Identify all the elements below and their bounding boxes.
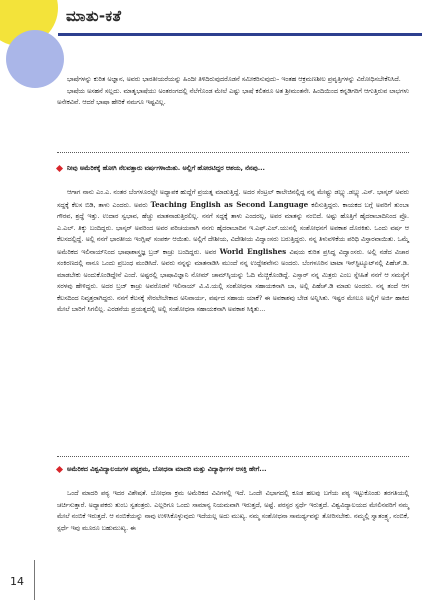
question-1-label: ನೀವು ಅಮೆರಿಕಕ್ಕೆ ಹೋಗಿ ನೆಲವತ್ತಾರು ವರ್ಷಗಳಾಯಿತು. ಅಲ್ಲಿಗೆ ಹೋರಟಿದ್ದರ ಆಶಯ, ನೆನಪು...	[67, 164, 265, 172]
section-divider	[57, 152, 409, 153]
header-rule	[58, 33, 422, 36]
question-2-label: ಅಮೆರಿಕದ ವಿಶ್ವವಿದ್ಯಾಲಯಗಳ ಪಠ್ಯಕ್ರಮ, ಬೋಧನಾ ಮಾದರಿ ಮತ್ತು ವಿದ್ಯಾರ್ಥಿಗಳ ಆಸಕ್ತಿ ಹೇಗೆ...	[67, 465, 267, 473]
intro-block	[57, 74, 409, 109]
intro-paragraph-1: ಭಾಷೆಗಳನ್ನು ಕುರಿತ ಅಜ್ಞಾನ, ಅವರು ಭಾರತೀಯರೆಯನ್ನು ಹಿಂದೀ ತಿಳಿದಿರುವುದರೊಡನೆ ಸಮೀಕರಿಸುವುದು– ಇಂತಹ ಆಕ್ರಮಣಶೀಲ ಪ್ರವೃತ್ತಿಗಳನ್ನು ವಿರೋಧಿಸಬೇಕೆನಿಸಿದೆ.	[67, 75, 401, 83]
answer-1-part-c: ವಿಷಯ ಕುರಿತ ಪ್ರಸಿದ್ಧ ವಿದ್ವಾಂಸರು. ಅಲ್ಲಿ ನಡೆದ ವಿಚಾರ ಸಂಕಿರಣದಲ್ಲಿ ನಾನೂ ಒಂದು ಪ್ರಬಂಧ ಮಂಡಿಸಿದೆ. ಅವರು ನನ್ನನ್ನು ಮಾತನಾಡಿಸಿ ಮುಂದೆ ನನ್ನ ಉದ್ದೇಶವೇನು ಅಂದರು. ಬೆಂಗಳೂರಿನ ಟಾಟಾ ಇನ್‌ಸ್ಟಿಟ್ಯೂಟ್‌ನಲ್ಲಿ ಪಿಹೆಚ್.ಡಿ. ಮಾಡಬೇಕು ಅಂದುಕೊಂಡಿದ್ದೇನೆ ಎಂದೆ. ಅಷ್ಟರಲ್ಲಿ ಭಾಷಾವಿಜ್ಞಾನಿ ನೋಮ್ ಚಾಮ್‌ಸ್ಕಿಯನ್ನು ಓದಿ ಮೆಚ್ಚಿಕೊಂಡಿದ್ದೆ. ಎಸ್ಸಾರ್ ನನ್ನ ಮಿತ್ರರು ಎಂಬ ಸ್ನೇಹಿತೆ ನನಗೆ ಆ ಸಮಸ್ಯೆಗೆ ಸರಳವು ಹೇಳಿದ್ದರು. ಅದರ ಬ್ರಜ್ ಕಾಚ್ರು ಅವರೊಡನೆ ಇಲಿನಾಯ್ ವಿ.ವಿ.ಯಲ್ಲಿ ಸಂಶೋಧನಾ ಸಹಾಯಕನಾಗಿ ಬಾ, ಅಲ್ಲಿ ಪಿಹೆಚ್.ಡಿ ಮಾಡು ಅಂದರು. ನನ್ನ ತಂದೆ ಆಗ ಕೆಲಸದಿಂದ ನಿವೃತ್ತರಾಗಿದ್ದರು. ನನಗೆ ಕೆಲಸಕ್ಕೆ ಸೇರಲೇಬೇಕಾದ ಅನಿವಾರ್ಯ, ವರ್ಷದ ಸಹಾಯ ಯಾಕೆ? ಈ ಅವಕಾಶವು ಬೇಡ ಅನ್ನಿಸಿತು. ಇಷ್ಟರ ಮೇಲೂ ಅಲ್ಲಿಗೆ ಅರ್ಜಿ ಹಾಕಿದ ಮೇಲೆ ಬಾರಿಗೆ ಸಿಗಲಿಲ್ಲ. ಎರಡನೆಯ ಪ್ರಯತ್ನದಲ್ಲಿ ಅಲ್ಲಿ ಸಂಶೋಧನಾ ಸಹಾಯಕನಾಗಿ ಅವಕಾಶ ಸಿಕ್ಕಿತು...	[57, 247, 409, 314]
answer-2	[57, 488, 409, 534]
page-number: 14	[10, 575, 24, 588]
footer-rule	[34, 560, 35, 600]
question-2	[57, 464, 409, 476]
answer-2-paragraph: ಒಂದೆ ಮಾದರಿ ಪಠ್ಯ ಇದರ ವಿಶೇಷತೆ. ಬೋಧನಾ ಕ್ರಮ ಅಮೆರಿಕದ ವಿವಿಗಳಲ್ಲಿ ಇದೆ. ಒಂದೇ ವಿಭಾಗದಲ್ಲಿ ಕೂಡ ಹಲವು ಬಗೆಯ ಪಠ್ಯ ಇಟ್ಟುಕೊಂಡು ತರಗತಿಯಲ್ಲಿ ಚರ್ಚಿಸುತ್ತಾರೆ. ಅಧ್ಯಾಪಕರು ತುಂಬ ಸ್ವತಂತ್ರರು. ಎಲ್ಲರಿಗೂ ಒಂದು ಸಾಮಾನ್ಯ ನಿಯಮವಾಗಿ ಇರುತ್ತದೆ, ಅಷ್ಟೆ. ಪರಸ್ಪರ ಸ್ಪರ್ಧೆ ಇರುತ್ತದೆ. ವಿಶ್ವವಿದ್ಯಾಲಯದ ಮೇಲಿನವರಿಗೆ ನಮ್ಮ ಮೇಲೆ ನಂಬಿಕೆ ಇರುತ್ತದೆ. ಆ ನಂಬಿಕೆಯನ್ನು ನಾವು ಉಳಿಸಿಕೊಳ್ಳುವುದು ಇದೆಯಲ್ಲ ಅದು ಮುಖ್ಯ. ನಮ್ಮ ಸಂಶೋಧನಾ ಸಾಮರ್ಥ್ಯವನ್ನು ತೋರಿಸಬೇಕು. ನಮ್ಮಲ್ಲಿ ಸ್ವಾತಂತ್ರ್ಯ, ನಂಬಿಕೆ, ಸ್ಪರ್ಧೆ ಇವು ಮೂರೂ ಬಹುಮುಖ್ಯ. ಈ	[57, 489, 409, 532]
header-blue-circle	[6, 30, 64, 88]
section-title: ಮಾತು-ಕತೆ	[66, 7, 122, 25]
question-1-text	[57, 163, 409, 175]
intro-paragraph-2: ಭಾಷೆಯ ಅಸಹನೆ ಸಲ್ಲದು. ಮಾತೃಭಾಷೆಯು ಅಂತರಂಗದಲ್ಲಿ ನೆಲೆಗೊಂಡ ಮೇಲೆ ಎಷ್ಟು ಭಾಷೆ ಕಲಿತರೂ ಅತ ಶ್ರೀಮಂತನೇ. ಹಿಂದಿಯಿಂದ ಕನ್ನಡಿಗರಿಗೆ ಆಗುತ್ತಿರುವ ಲಾಭಗಳು ಅನೇಕವಿವೆ. ಆದರೆ ಭಾಷಾ ಹೇರಿಕೆ ನಮಗೂ ಇಷ್ಟವಿಲ್ಲ.	[57, 86, 409, 107]
answer-1-english-term-1: Teaching English as Second Language	[150, 199, 309, 209]
question-2-text	[57, 464, 409, 476]
diamond-bullet-icon	[56, 466, 63, 473]
answer-1-part-b: ಕಲಿಸುತ್ತಿದ್ದರು. ಕಾಯಕದ ಬಗ್ಗೆ ಅವರಿಗೆ ತುಂಬಾ ಗೌರವ, ಶ್ರದ್ಧೆ ಇತ್ತು. ಉದಾರ ಸ್ವಭಾವ, ಹೆಚ್ಚು ಮಾತನಾಡುತ್ತಿರಲಿಲ್ಲ. ನನಗೆ ಸದ್ದಕ್ಕೆ ತಾಳು ಎಂದರಲ್ಲ, ಅವರ ಮಾತನ್ನು ನಂಬಿದೆ. ಅಷ್ಟು ಹೊತ್ತಿಗೆ ಹೈದರಾಬಾದಿನಿಂದ ಪ್ರೊ. ಎ.ಎಲ್. ತಿಕ್ಕು ಬಂದಿದ್ದರು. ಭಾಸ್ಕರ್ ಅವರಿಂದ ಅವರ ಪರಿಚಯವಾಗಿ ನನಗು ಹೈದರಾಬಾದಿನ ಇ.ಎಫ್.ಎಲ್.ಯುನಲ್ಲಿ ಸಂಶೋಧನಗೆ ಅವಕಾಶ ದೊರಕಿತು. ಒಂದು ವರ್ಷ ಆ ಕೆಲಸದಲ್ಲಿದ್ದೆ. ಅಲ್ಲಿ ನನಗೆ ಭಾರತೀಯ ಇಂಗ್ಲಿಷ್ ಸಂಪರ್ಕ ಆಯಿತು. ಅಲ್ಲಿಗೆ ದೇಶೀಯ, ವಿದೇಶೀಯ ವಿದ್ವಾಂಸರು ಬರುತ್ತಿದ್ದರು. ನನ್ನ ತಿಳುವಳಿಕೆಯ ಪರಿಧಿ ವಿಸ್ತಾರವಾಯಿತು. ಒಮ್ಮೆ ಅಮೆರಿಕದ ಇಲಿನಾಯ್‌ನಿಂದ ಭಾಷಾಶಾಸ್ತ್ರಜ್ಞ ಬ್ರಜ್ ಕಾಚ್ರು ಬಂದಿದ್ದರು. ಅವರ	[57, 200, 409, 256]
diamond-bullet-icon	[56, 165, 63, 172]
question-1	[57, 163, 409, 175]
section-divider	[57, 456, 409, 457]
answer-1	[57, 187, 409, 316]
answer-1-part-a: ಆಗಾಗ ನಾನು ಎಂ.ಎ. ನಂತರ ಬೆಂಗಳೂರಲ್ಲೇ ಅಧ್ಯಾಪಕ ಹುದ್ದೆಗೆ ಪ್ರಯತ್ನ ಮಾಡುತ್ತಿದ್ದೆ. ಅದರ ಸೆಂಟ್ರಲ್ ಕಾಲೇಜಿನಲ್ಲಿದ್ದ ನನ್ನ ಮೇಷ್ಟ್ರು ಡಬ್ಲ್ಯು.ಡಬ್ಲ್ಯು.ಎಸ್. ಭಾಸ್ಕರ್ ಅವರು ಸದ್ದಕ್ಕೆ ಕೆಲಸ ಬಿಡಿ, ತಾಳು ಎಂದರು. ಅವರು	[57, 188, 409, 209]
answer-1-paragraph	[57, 187, 409, 316]
answer-1-english-term-2: World Englishes	[219, 246, 287, 256]
